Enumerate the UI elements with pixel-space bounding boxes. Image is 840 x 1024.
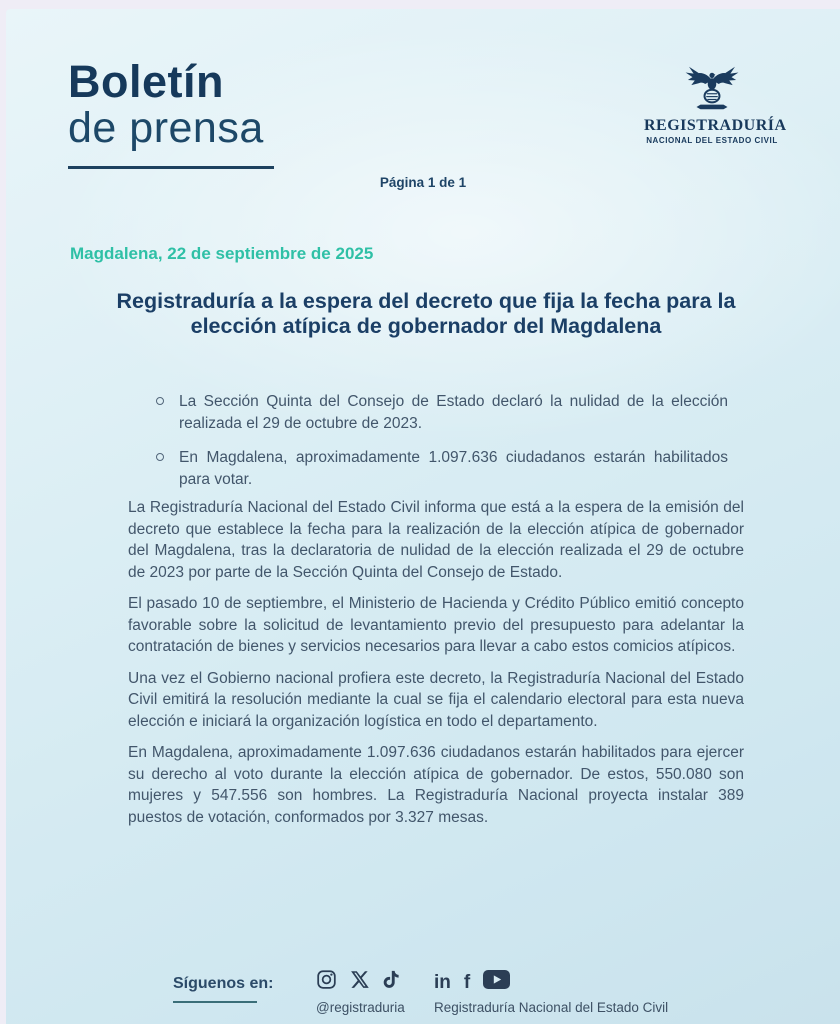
social-group-handle [316,969,405,1015]
paragraph: Una vez el Gobierno nacional profiera este decreto, la Registraduría Nacional del Estado Civil emitirá la resolución mediante la cual se fija el calendario electoral para esta nueva elección e iniciará la organización logística en todo el departamento. [128,669,744,730]
bullet-text: En Magdalena, aproximadamente 1.097.636 ciudadanos estarán habilitados para votar. [179,449,728,488]
dateline: Magdalena, 22 de septiembre de 2025 [70,244,374,263]
page-indicator: Página 1 de 1 [379,175,467,190]
bullet-circle-icon [156,453,164,461]
logo-subname: NACIONAL DEL ESTADO CIVIL [646,136,778,145]
logo-name: REGISTRADURÍA [644,117,787,134]
headline: Registraduría a la espera del decreto que fija la fecha para la elección atípica de gobernador del Magdalena [116,289,736,338]
body-copy [128,497,744,838]
paragraph: En Magdalena, aproximadamente 1.097.636 ciudadanos estarán habilitados para ejercer su derecho al voto durante la elección atípica de gobernador. De estos, 550.080 son mujeres y 547.556 son hombres. La Registraduría Nacional proyecta instalar 389 puestos de votación, conformados por 3.327 mesas. [128,744,744,826]
social-group-account [434,969,668,1015]
paragraph: La Registraduría Nacional del Estado Civil informa que está a la espera de la emisión del decreto que establece la fecha para la realización de la elección atípica de gobernador del Magdalena, tras la declaratoria de nulidad de la elección realizada el 29 de octubre de 2023 por parte de la Sección Quinta del Consejo de Estado. [128,499,744,581]
instagram-icon[interactable] [316,969,337,995]
follow-us [173,975,273,1003]
follow-rule [173,1001,257,1003]
list-item [156,391,728,434]
follow-label: Síguenos en: [173,975,274,992]
bullet-circle-icon [156,397,164,405]
masthead-subtitle: de prensa [68,104,264,152]
facebook-icon[interactable]: f [463,971,471,993]
masthead [68,56,274,169]
condor-emblem-icon [644,61,780,115]
tiktok-icon[interactable] [382,970,399,995]
press-release-page [6,9,840,1024]
masthead-title: Boletín [68,56,224,107]
linkedin-icon[interactable]: in [434,971,451,993]
list-item [156,447,728,490]
youtube-icon[interactable] [483,970,510,994]
social-handle[interactable]: @registraduria [316,1000,405,1015]
bullet-text: La Sección Quinta del Consejo de Estado declaró la nulidad de la elección realizada el 29 de octubre de 2023. [179,393,728,432]
key-points-list [156,391,728,490]
masthead-rule [68,166,274,169]
paragraph: El pasado 10 de septiembre, el Ministerio de Hacienda y Crédito Público emitió concepto favorable sobre la solicitud de levantamiento previo del presupuesto para adelantar la contratación de bienes y servicios necesarios para llevar a cabo estos comicios atípicos. [128,595,744,655]
x-twitter-icon[interactable] [350,970,369,994]
registraduria-logo [644,61,787,145]
social-account-name[interactable]: Registraduría Nacional del Estado Civil [434,1000,669,1015]
